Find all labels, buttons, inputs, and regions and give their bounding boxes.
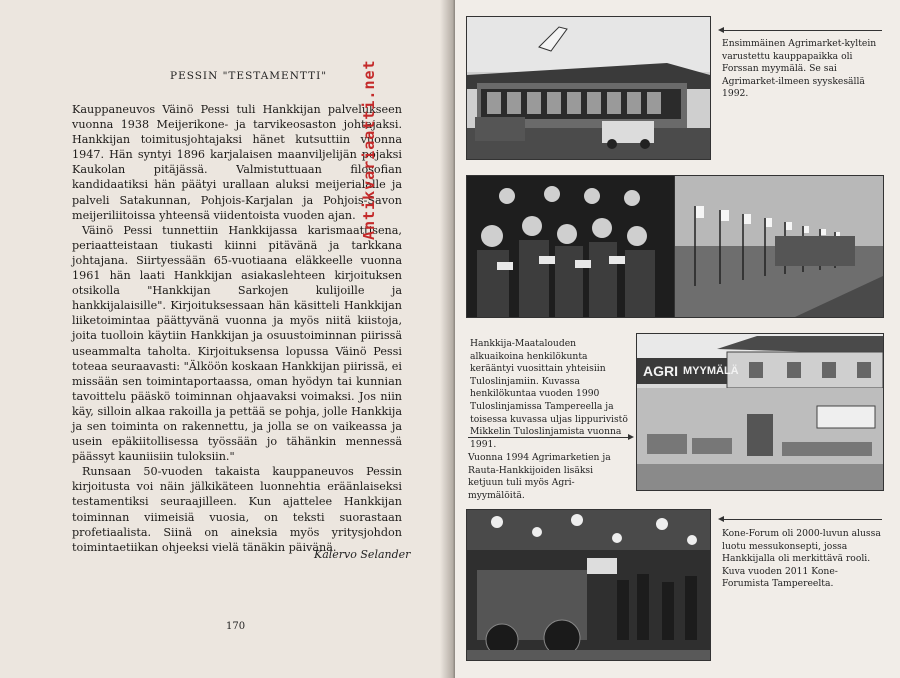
- page-heading: PESSIN "TESTAMENTTI": [170, 70, 328, 82]
- caption-kone-forum: Kone-Forum oli 2000-luvun alussa luotu messukonsepti, jossa Hankkijalla oli merkittävä rooli. Kuva vuoden 2011 Kone-Forumista Tampereelta.: [722, 528, 881, 590]
- photo-flags: [674, 175, 884, 318]
- watermark-text: Antikvariaatti.net: [360, 59, 378, 240]
- paragraph-2: Väinö Pessi tunnettiin Hankkijassa karismaattisena, periaatteistaan tiukasti kiinni pitävänä ja tarkkana johtajana. Siirtyessään 65-vuotiaana eläkkeelle vuonna 1961 hän laati Hankkijan asiakaslehteen kirjoituksen otsikolla "Hankkijan Sarkojen kulijoille ja hankkijalaisille". Kirjoituksessaan hän käsitteli Hankkijan liiketoimintaa päättyvänä vuonna ja myös niitä kiistoja, joita tuolloin käytiin Hankkijan ja osuustoiminnan piirissä useammalta taholta. Kirjoituksensa lopussa Väinö Pessi toteaa seuraavasti: "Älköön koskaan Hankkijan piirissä, ei missään sen toimintaportaassa, oman hyödyn tai kunnian tavoittelu pääskö toiminnan ohjaavaksi voimaksi. Jos niin käy, silloin alkaa rakoilla ja pettää se pohja, jolle Hankkija ja sen toiminta on rakennettu, ja jolla se on vaikeassa ja usein epäkiitollisessa työssään jo tähänkin mennessä päässyt kauniisiin tuloksiin.": [72, 223, 402, 464]
- caption-arrow-2: [468, 437, 628, 438]
- caption-arrow-3: [722, 519, 882, 520]
- article-body: [72, 102, 402, 555]
- paragraph-3: Runsaan 50-vuoden takaista kauppaneuvos Pessin kirjoitusta voi näin jälkikäteen luonnehtia eräänlaiseksi testamentiksi seuraajilleen. Kun ajattelee Hankkijan toiminnan viimeisiä vuosia, on teksti suorastaan profetiaalista. Siinä on aineksia myös yritysjohdon toimintaetiikan ohjeeksi vielä tänäkin päivänä.: [72, 465, 402, 554]
- arrowhead-left-3: [718, 516, 724, 522]
- photo-agrimarket-store: [466, 16, 711, 160]
- caption-agrimarket-store: Ensimmäinen Agrimarket-kyltein varustettu kauppapaikka oli Forssan myymälä. Se sai Agrimarket-ilmeen syyskesällä 1992.: [722, 38, 877, 100]
- caption-staff-events: Hankkija-Maatalouden alkuaikoina henkilökunta kerääntyi vuosittain yhteisiin Tuloslinjamiin. Kuvassa henkilökuntaa vuoden 1990 Tuloslinjamissa Tampereella ja toisessa kuvassa uljas lippurivistö Mikkelin Tuloslinjamista vuonna 1991.: [470, 338, 628, 450]
- page-number: 170: [226, 621, 246, 632]
- flags-illustration: [675, 176, 883, 317]
- sign-myymala: MYYMÄLÄ: [683, 365, 739, 377]
- audience-illustration: [467, 176, 674, 317]
- store-illustration: [467, 17, 710, 159]
- sign-agri: AGRI: [643, 363, 678, 379]
- paragraph-1: Kauppaneuvos Väinö Pessi tuli Hankkijan palvelukseen vuonna 1938 Meijerikone- ja tarvikeosaston johtajaksi. Hankkijan toimitusjohtajaksi hänet kutsuttiin vuonna 1947. Hän syntyi 1896 karjalaisen maanviljelijän pojaksi Kaukolan pitäjässä. Valmistuttuaan filosofian kandidaatiksi hän päätyi urallaan aluksi meijerialalle ja palveli Satakunnan, Pohjois-Karjalan ja Pohjois-Savon meijeriliitoissa yhteensä viidentoista vuoden ajan.: [72, 103, 402, 222]
- photo-agri-myymala: [636, 333, 884, 491]
- author-signature: Kalervo Selander: [314, 548, 411, 561]
- caption-arrow-1: [722, 30, 882, 31]
- kone-forum-illustration: [467, 510, 710, 660]
- myymala-illustration: [637, 334, 883, 490]
- arrowhead-left-1: [718, 27, 724, 33]
- photo-staff-audience: [466, 175, 675, 318]
- arrowhead-right-2: [628, 434, 634, 440]
- photo-kone-forum: [466, 509, 711, 661]
- caption-agri-myymala: Vuonna 1994 Agrimarketien ja Rauta-Hankkijoiden lisäksi ketjuun tuli myös Agri-myymälöitä.: [468, 452, 611, 501]
